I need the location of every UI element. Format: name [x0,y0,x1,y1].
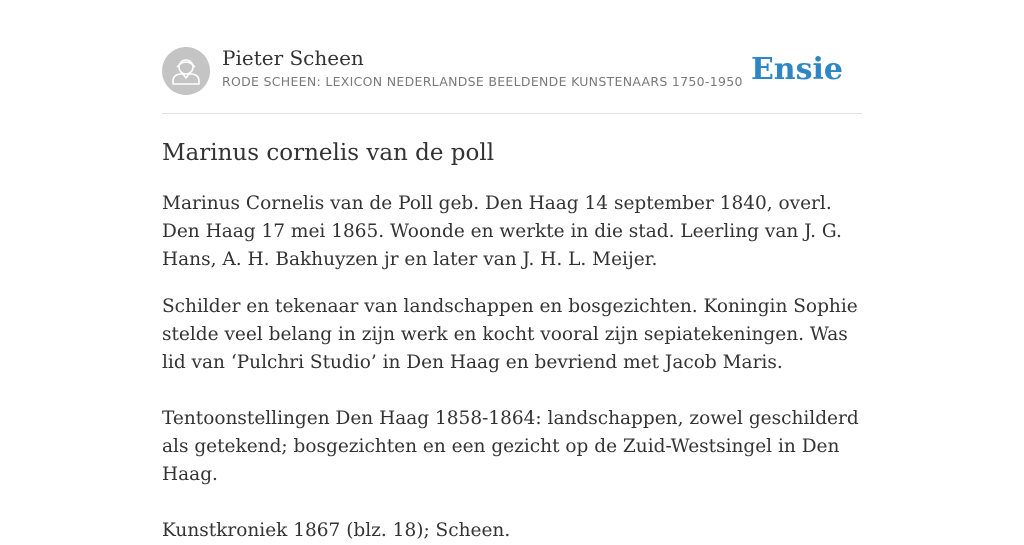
article-title: Marinus cornelis van de poll [162,140,495,166]
ensie-logo[interactable]: Ensie [750,52,843,87]
user-icon [162,47,210,95]
paragraph-biography: Marinus Cornelis van de Poll geb. Den Haag 14 september 1840, overl. Den Haag 17 mei 1865. Woonde en werkte in die stad. Leerling van J. G. Hans, A. H. Bakhuyzen jr en later van J. H. L. Meijer. [162,193,842,270]
author-name[interactable]: Pieter Scheen [222,46,364,70]
paragraph-references: Kunstkroniek 1867 (blz. 18); Scheen. [162,520,511,541]
header-divider [162,113,862,114]
paragraph-work: Schilder en tekenaar van landschappen en bosgezichten. Koningin Sophie stelde veel belang in zijn werk en kocht vooral zijn sepiatekeningen. Was lid van ‘Pulchri Studio’ in Den Haag en bevriend met Jacob Maris. [162,296,858,373]
source-label[interactable]: RODE SCHEEN: LEXICON NEDERLANDSE BEELDENDE KUNSTENAARS 1750-1950 [222,74,743,89]
article-header [162,46,862,96]
article-body [162,190,862,545]
paragraph-exhibitions: Tentoonstellingen Den Haag 1858-1864: landschappen, zowel geschilderd als getekend; bosgezichten en een gezicht op de Zuid-Westsingel in Den Haag. [162,408,859,485]
avatar[interactable] [162,47,210,95]
